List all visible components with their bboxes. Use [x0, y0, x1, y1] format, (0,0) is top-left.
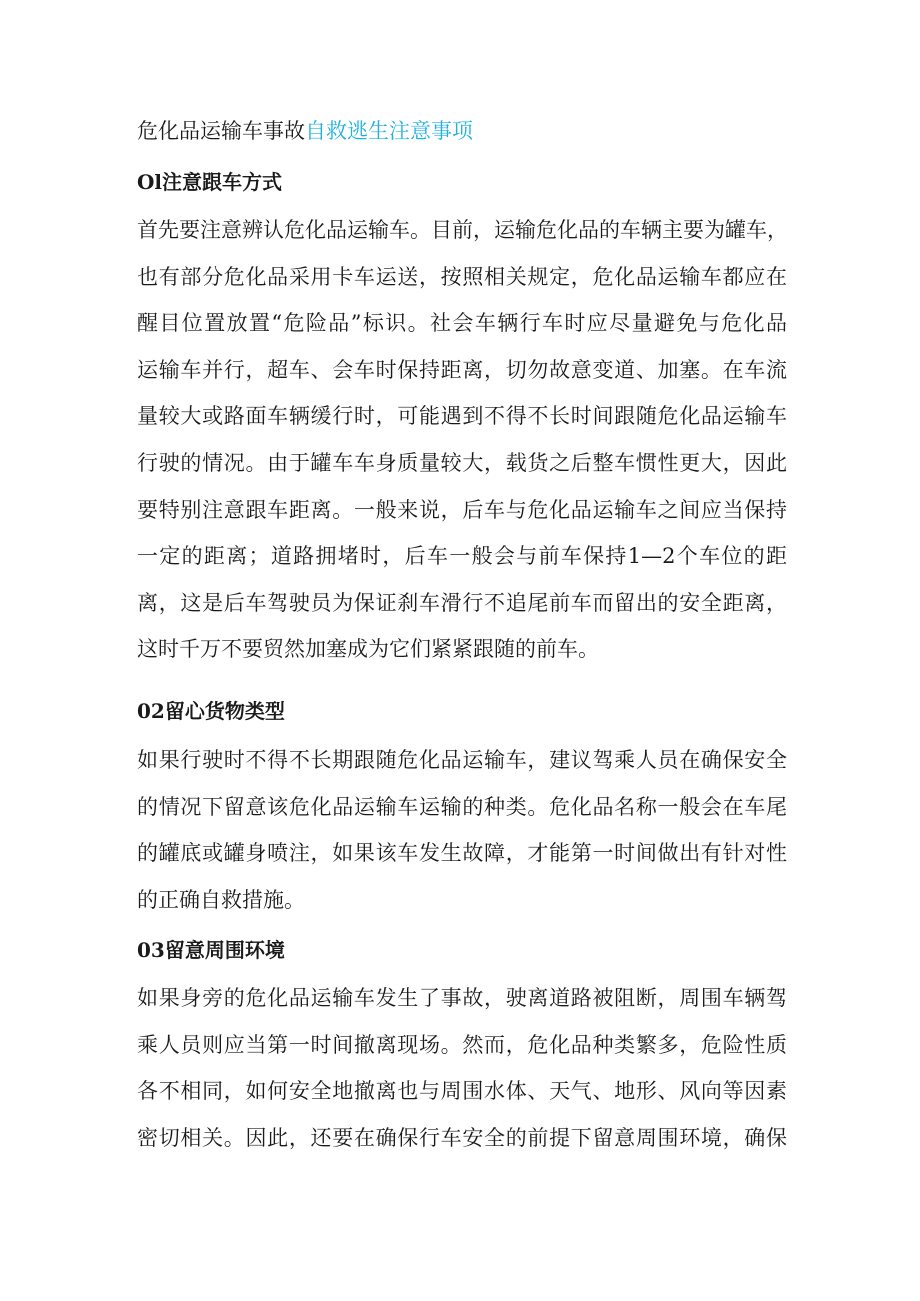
paragraph-line: 首先要注意辨认危化品运输车。目前，运输危化品的车辆主要为罐车， — [137, 218, 788, 242]
section-heading-1: Ol注意跟车方式 — [137, 170, 283, 194]
paragraph-line: 乘人员则应当第一时间撤离现场。然而，危化品种类繁多，危险性质 — [137, 1032, 787, 1057]
paragraph-line: 量较大或路面车辆缓行时，可能遇到不得不长时间跟随危化品运输车 — [137, 404, 787, 429]
paragraph-line: 如果行驶时不得不长期跟随危化品运输车，建议驾乘人员在确保安全 — [137, 748, 787, 772]
paragraph-line: 要特别注意跟车距离。一般来说，后车与危化品运输车之间应当保持 — [137, 497, 787, 522]
paragraph-line: 行驶的情况。由于罐车车身质量较大，载货之后整车惯性更大，因此 — [137, 450, 787, 475]
section-paragraph-3 — [137, 975, 787, 1161]
paragraph-line: 的罐底或罐身喷注，如果该车发生故障，才能第一时间做出有针对性 — [137, 841, 787, 866]
paragraph-line: 的正确自救措施。 — [137, 887, 305, 912]
paragraph-line: 运输车并行，超车、会车时保持距离，切勿故意变道、加塞。在车流 — [137, 357, 787, 382]
title-plain-text: 危化品运输车事故 — [137, 119, 305, 143]
paragraph-line: 的情况下留意该危化品运输车运输的种类。危化品名称一般会在车尾 — [137, 794, 787, 819]
paragraph-line: 如果身旁的危化品运输车发生了事故，驶离道路被阻断，周围车辆驾 — [137, 986, 787, 1010]
document-title — [137, 116, 473, 146]
paragraph-line: 也有部分危化品采用卡车运送，按照相关规定，危化品运输车都应在 — [137, 264, 787, 289]
paragraph-line: 醒目位置放置“危险品”标识。社会车辆行车时应尽量避免与危化品 — [137, 311, 787, 336]
paragraph-line: 一定的距离；道路拥堵时，后车一般会与前车保持1—2个车位的距 — [137, 544, 787, 569]
section-paragraph-2 — [137, 737, 787, 923]
paragraph-line: 离，这是后车驾驶员为保证刹车滑行不追尾前车而留出的安全距离， — [137, 590, 787, 615]
paragraph-line: 密切相关。因此，还要在确保行车安全的前提下留意周围环境，确保 — [137, 1125, 787, 1150]
section-heading-2: 02留心货物类型 — [137, 699, 285, 723]
section-paragraph-1 — [137, 207, 787, 673]
section-heading-3: 03留意周围环境 — [137, 938, 285, 962]
paragraph-line: 各不相同，如何安全地撤离也与周围水体、天气、地形、风向等因素 — [137, 1079, 787, 1104]
title-highlight-link[interactable]: 自救逃生注意事项 — [305, 119, 473, 143]
paragraph-line: 这时千万不要贸然加塞成为它们紧紧跟随的前车。 — [137, 637, 599, 662]
